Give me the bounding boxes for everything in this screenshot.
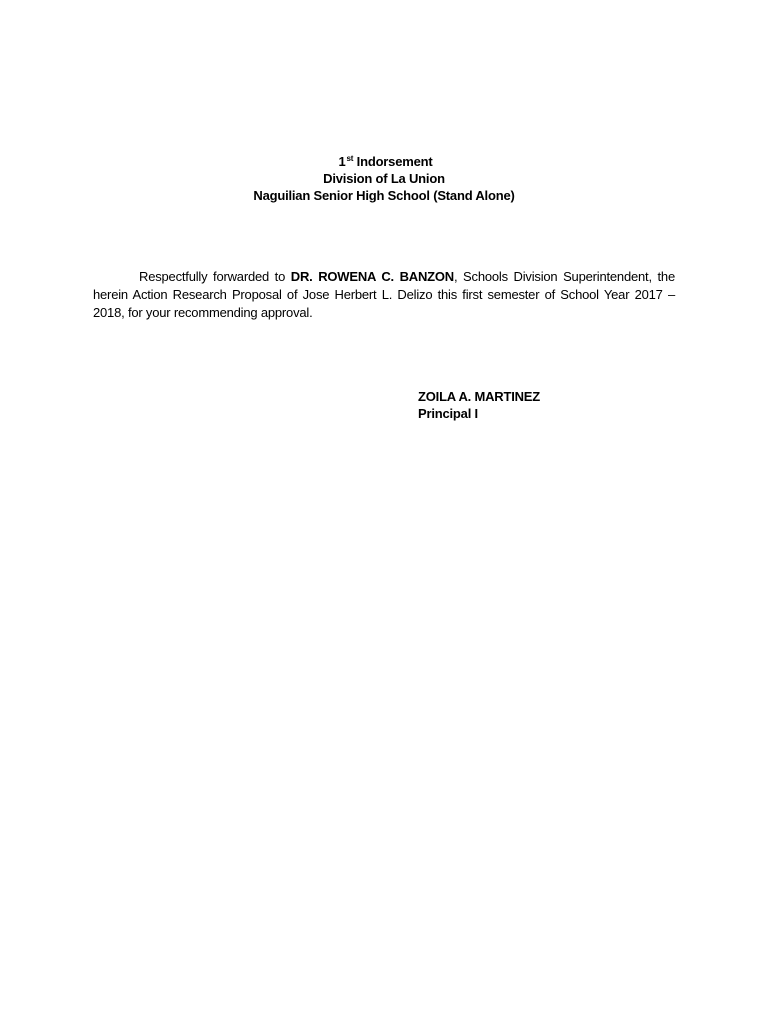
addressee-name: DR. ROWENA C. BANZON (290, 269, 454, 284)
indorsement-body (93, 268, 675, 322)
body-lead-in: Respectfully forwarded to (139, 269, 291, 284)
indorsement-header (0, 153, 768, 204)
ordinal-suffix: st (346, 154, 354, 163)
signature-block (418, 388, 540, 422)
title-word: Indorsement (356, 154, 433, 169)
ordinal-number: 1 (338, 154, 346, 169)
signatory-position: Principal I (418, 406, 478, 421)
indorsement-title (0, 153, 768, 170)
body-remainder: , Schools Division Superintendent, the herein Action Research Proposal of Jose Herbert L. Delizo this first semester of School Year 2017 – 2018, for your recommending approval. (93, 269, 675, 320)
school-name: Naguilian Senior High School (Stand Alone) (253, 188, 515, 203)
signatory-name: ZOILA A. MARTINEZ (418, 389, 541, 404)
division-name: Division of La Union (323, 171, 445, 186)
